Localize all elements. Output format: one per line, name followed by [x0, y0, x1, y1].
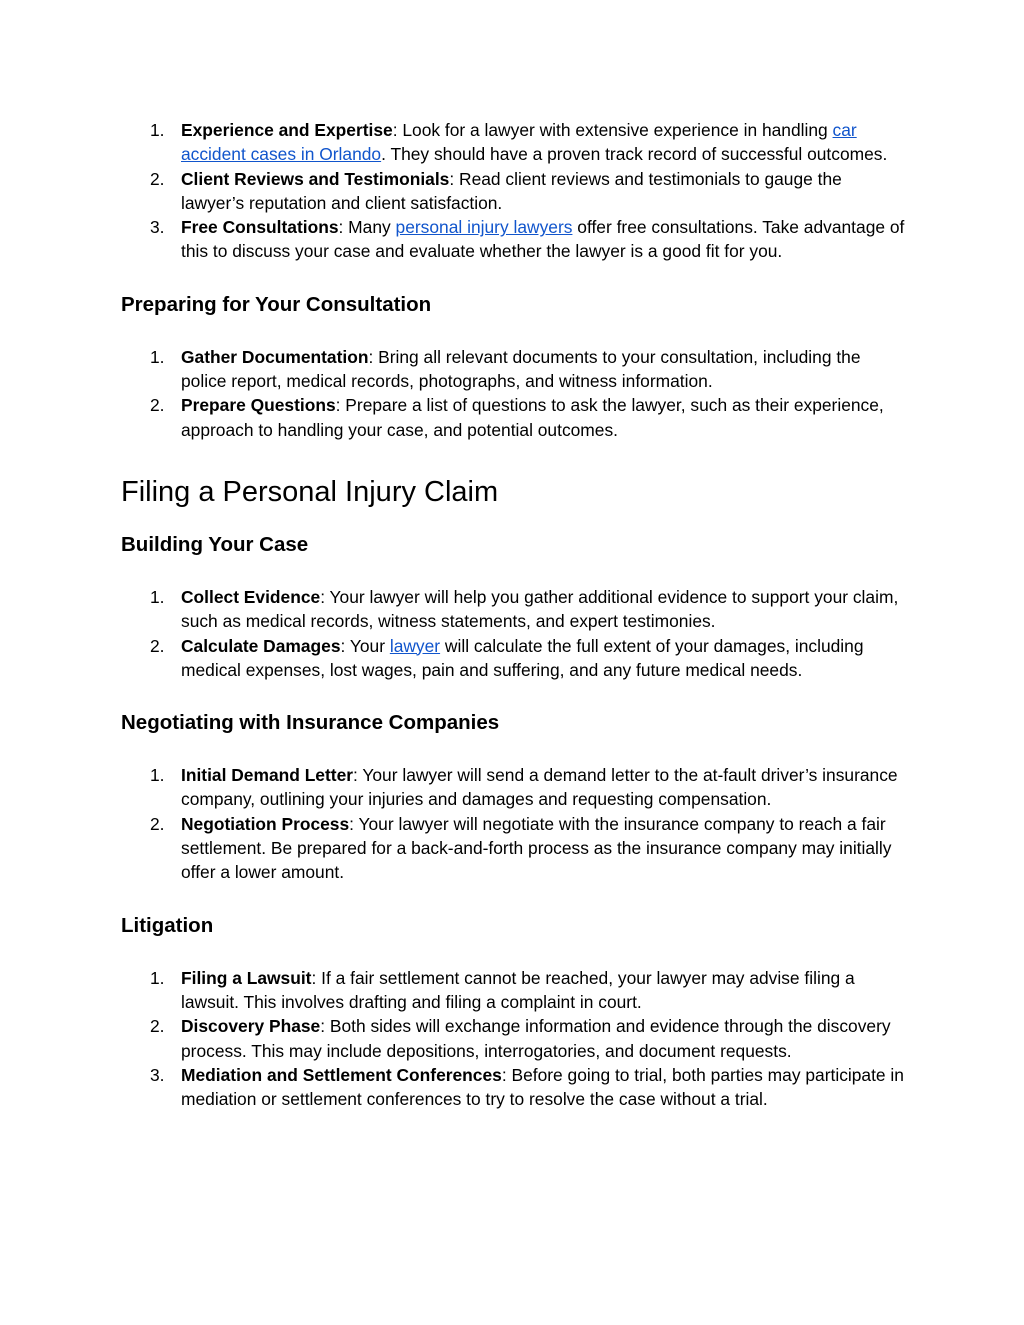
negotiating-list: [121, 763, 906, 884]
heading-litigation: Litigation: [121, 913, 214, 937]
list-item: [121, 812, 906, 885]
list-number: 1.: [150, 967, 165, 988]
list-item-text: offer free consultations. Take advantage of this to discuss your case and evaluate whether the lawyer is a good fit for you.: [181, 217, 905, 262]
list-item-text: : Both sides will exchange information and evidence through the discovery process. This may include depositions, interrogatories, and document requests.: [181, 1016, 891, 1061]
list-number: 1.: [150, 765, 165, 786]
list-number: 3.: [150, 217, 165, 238]
list-number: 1.: [150, 346, 165, 367]
list-item-text: : If a fair settlement cannot be reached, your lawyer may advise filing a lawsuit. This involves drafting and filing a complaint in court.: [181, 967, 855, 1012]
heading-negotiating-insurance: Negotiating with Insurance Companies: [121, 711, 500, 735]
list-item-term: Calculate Damages: [181, 635, 341, 656]
list-number: 2.: [150, 635, 165, 656]
list-item: [121, 763, 906, 812]
list-item-text: : Prepare a list of questions to ask the lawyer, such as their experience, approach to handling your case, and potential outcomes.: [181, 395, 884, 440]
list-item-term: Initial Demand Letter: [181, 765, 354, 786]
litigation-list: [121, 966, 906, 1112]
lawyer-link[interactable]: lawyer: [389, 635, 441, 656]
list-number: 2.: [150, 168, 165, 189]
heading-building-case: Building Your Case: [121, 532, 309, 556]
list-item-text: : Bring all relevant documents to your consultation, including the police report, medical records, photographs, and witness information.: [181, 346, 861, 392]
list-item: [121, 1014, 906, 1063]
list-item-term: Filing a Lawsuit: [181, 967, 312, 988]
list-number: 1.: [150, 586, 165, 607]
list-item: [121, 634, 906, 683]
list-number: 3.: [150, 1064, 165, 1085]
list-item-term: Free Consultations: [181, 217, 339, 238]
list-item-text: . They should have a proven track record of successful outcomes.: [381, 144, 888, 165]
list-item-term: Prepare Questions: [181, 395, 336, 416]
list-item-text: : Before going to trial, both parties may participate in mediation or settlement conferences to try to resolve the case without a trial.: [181, 1064, 904, 1110]
building-case-list: [121, 585, 906, 682]
list-item-term: Negotiation Process: [181, 813, 350, 834]
list-item-text: : Many: [338, 217, 396, 238]
consultation-prep-list: [121, 345, 906, 442]
list-number: 2.: [150, 1016, 165, 1037]
list-item: [121, 345, 906, 394]
list-item-text: : Read client reviews and testimonials to gauge the lawyer’s reputation and client satisfaction.: [181, 168, 842, 213]
list-number: 1.: [150, 120, 165, 140]
list-item: [121, 585, 906, 634]
list-item-text: : Your lawyer will send a demand letter to the at-fault driver’s insurance company, outlining your injuries and damages and requesting compensation.: [181, 765, 898, 810]
document-page: [121, 118, 906, 1111]
list-item-text: : Your lawyer will help you gather additional evidence to support your claim, such as medical records, witness statements, and expert testimonies.: [181, 586, 899, 632]
list-item-term: Experience and Expertise: [181, 120, 393, 140]
list-item-term: Client Reviews and Testimonials: [181, 168, 450, 189]
list-item: [121, 215, 906, 264]
list-item-text: : Your: [340, 635, 390, 656]
heading-filing-claim: Filing a Personal Injury Claim: [121, 475, 499, 508]
list-item: [121, 118, 906, 167]
personal-injury-lawyers-link[interactable]: personal injury lawyers: [395, 217, 573, 238]
list-item: [121, 1063, 906, 1112]
list-item-term: Mediation and Settlement Conferences: [181, 1064, 502, 1085]
list-item-text: : Your lawyer will negotiate with the insurance company to reach a fair settlement. Be prepared for a back-and-forth process as the insurance company may initially offer a lower amount.: [181, 813, 892, 883]
list-item-term: Gather Documentation: [181, 346, 369, 367]
heading-preparing-consultation: Preparing for Your Consultation: [121, 292, 432, 316]
list-item-text: will calculate the full extent of your damages, including medical expenses, lost wages, pain and suffering, and any future medical needs.: [181, 635, 864, 680]
list-item-text: : Look for a lawyer with extensive experience in handling: [392, 120, 833, 140]
list-item: [121, 966, 906, 1015]
car-accident-cases-link[interactable]: car accident cases in Orlando: [181, 120, 857, 165]
list-number: 2.: [150, 395, 165, 416]
lawyer-selection-list: [121, 118, 906, 264]
list-item-term: Collect Evidence: [181, 586, 321, 607]
list-item: [121, 393, 906, 442]
list-number: 2.: [150, 813, 165, 834]
list-item-term: Discovery Phase: [181, 1016, 321, 1037]
list-item: [121, 167, 906, 216]
